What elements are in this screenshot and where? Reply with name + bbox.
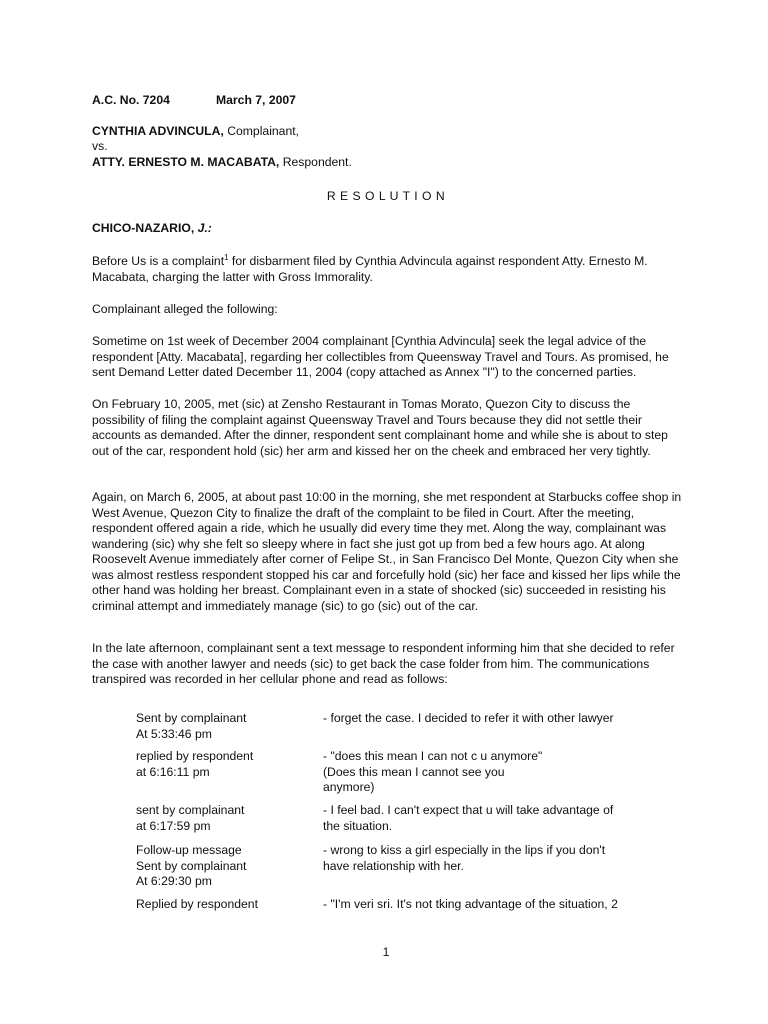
- intro-paragraph: [92, 254, 682, 285]
- complainant-role: Complainant,: [223, 124, 300, 138]
- ponente-suffix: J.:: [194, 221, 212, 235]
- message-sender: Sent by complainant At 5:33:46 pm: [136, 711, 247, 741]
- ponente: [92, 221, 212, 237]
- body-paragraph: In the late afternoon, complainant sent a text message to respondent informing him that she decided to refer the case with another lawyer and needs (sic) to get back the case folder from him. The communications transpired was recorded in her cellular phone and read as follows:: [92, 641, 675, 686]
- message-text: - I feel bad. I can't expect that u will take advantage of the situation.: [323, 803, 614, 833]
- body-paragraph: Again, on March 6, 2005, at about past 10:00 in the morning, she met respondent at Starbucks coffee shop in West Avenue, Quezon City to finalize the draft of the complaint to be filed in Court. After the meeting, respondent offered again a ride, which he usually did every time they met. Along the way, complainant was wandering (sic) why she felt so sleepy where in fact she just got up from bed a few hours ago. At along Roosevelt Avenue immediately after corner of Felipe St., in San Francisco Del Monte, Quezon City when she was almost restless respondent stopped his car and forcefully hold (sic) her face and kissed her lips while the other hand was holding her breast. Complainant even in a state of shocked (sic) succeeded in resisting his criminal attempt and immediately manage (sic) to go (sic) out of the car.: [92, 490, 682, 613]
- footnote-marker: 1: [224, 252, 229, 262]
- intro-text-after: for disbarment filed by Cynthia Advincula against respondent Atty. Ernesto M. Macabata, charging the latter with Gross Immorality.: [92, 254, 648, 284]
- document-title: R E S O L U T I O N: [326, 189, 446, 203]
- respondent-line: [92, 155, 352, 171]
- message-text: - "does this mean I can not c u anymore" (Does this mean I cannot see you anymore): [323, 749, 543, 794]
- intro-text-before: Before Us is a complaint: [92, 254, 225, 268]
- respondent-name: ATTY. ERNESTO M. MACABATA,: [92, 155, 280, 169]
- complainant-line: [92, 124, 299, 140]
- versus: vs.: [92, 139, 108, 153]
- page-number: 1: [382, 945, 390, 959]
- case-number: A.C. No. 7204: [92, 93, 170, 107]
- body-paragraph: On February 10, 2005, met (sic) at Zensho Restaurant in Tomas Morato, Quezon City to discuss the possibility of filing the complaint against Queensway Travel and Tours because they did not settle their accounts as demanded. After the dinner, respondent sent complainant home and while she is about to step out of the car, respondent hold (sic) her arm and kissed her on the cheek and embraced her very tightly.: [92, 397, 668, 458]
- complainant-name: CYNTHIA ADVINCULA,: [92, 124, 224, 138]
- message-sender: sent by complainant at 6:17:59 pm: [136, 803, 245, 833]
- respondent-role: Respondent.: [279, 155, 352, 169]
- message-sender: replied by respondent at 6:16:11 pm: [136, 749, 254, 779]
- body-paragraph: Sometime on 1st week of December 2004 complainant [Cynthia Advincula] seek the legal advice of the respondent [Atty. Macabata], regarding her collectibles from Queensway Travel and Tours. As promised, he sent Demand Letter dated December 11, 2004 (copy attached as Annex "I") to the concerned parties.: [92, 334, 669, 379]
- message-text: - forget the case. I decided to refer it with other lawyer: [323, 711, 614, 725]
- ponente-name: CHICO-NAZARIO,: [92, 221, 195, 235]
- body-paragraph: Complainant alleged the following:: [92, 302, 278, 316]
- decision-date: March 7, 2007: [216, 93, 296, 107]
- message-text: - "I'm veri sri. It's not tking advantage of the situation, 2: [323, 897, 618, 911]
- message-sender: Replied by respondent: [136, 897, 258, 911]
- message-text: - wrong to kiss a girl especially in the lips if you don't have relationship with her.: [323, 843, 606, 873]
- message-sender: Follow-up message Sent by complainant At 6:29:30 pm: [136, 843, 247, 888]
